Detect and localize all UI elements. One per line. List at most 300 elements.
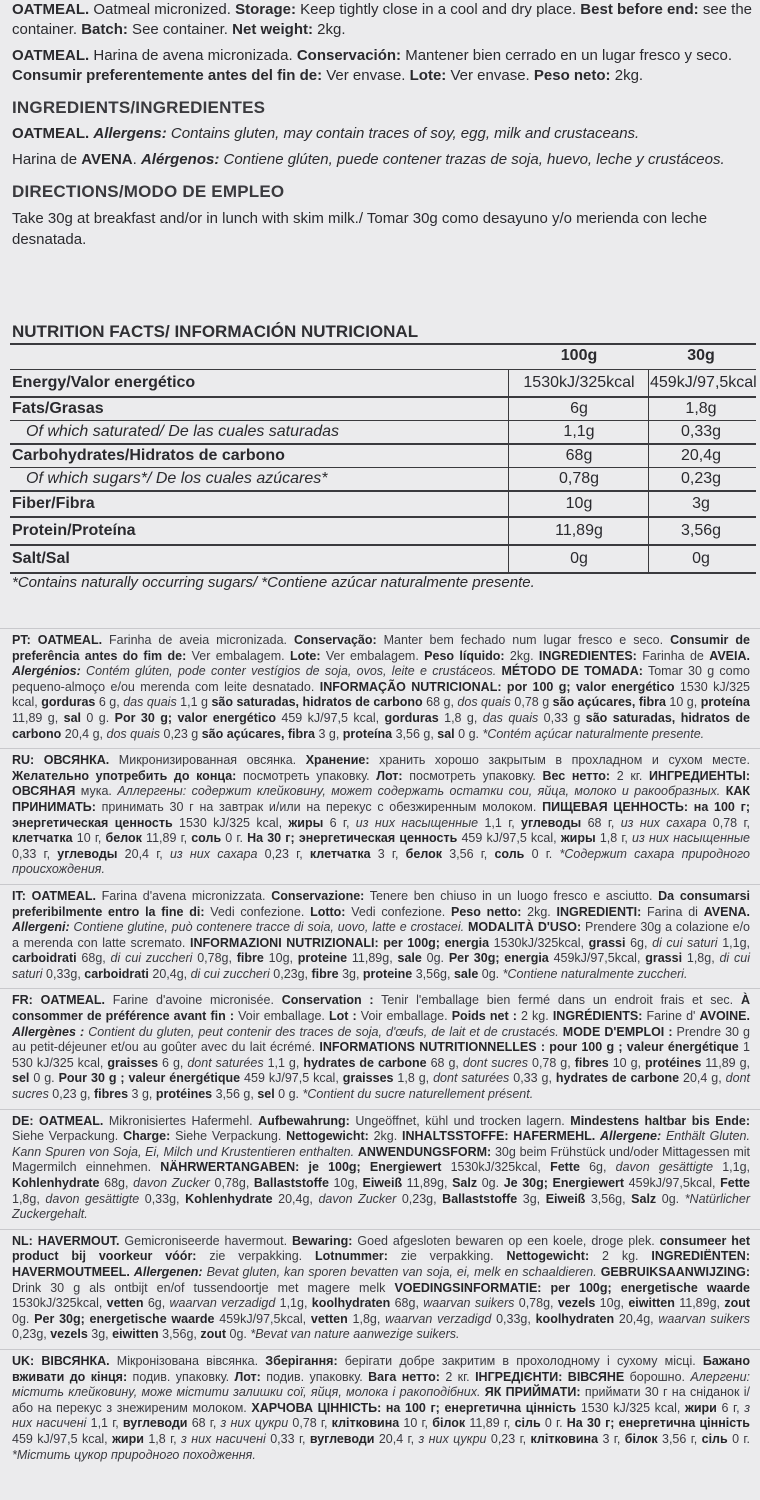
text-segment: 20,4g, [272, 1191, 319, 1206]
text-segment: sel [12, 1071, 30, 1086]
text-segment: Ver embalagem. [186, 648, 290, 663]
text-segment: 11,89 g, [12, 710, 64, 725]
text-segment: з них цукри [220, 1416, 289, 1431]
text-segment: ЯК ПРИЙМАТИ: [484, 1385, 581, 1400]
text-segment: ПИЩЕВАЯ ЦЕННОСТЬ: на 100 г; энергетическая ценность [12, 799, 750, 830]
text-segment: Eiweiß [362, 1176, 403, 1190]
text-segment: 459kJ/97,5kcal, [624, 1176, 721, 1190]
text-segment: 6 g, [95, 695, 124, 710]
nutrition-title: NUTRITION FACTS/ INFORMACIÓN NUTRICIONAL [12, 322, 419, 341]
text-segment: 0 g. [274, 1087, 303, 1102]
text-segment: Manter bem fechado num lugar fresco e seco. [376, 633, 671, 647]
text-segment: з них насичені [12, 1400, 750, 1431]
text-segment: eiwitten [112, 1327, 159, 1342]
text-segment: 1,8g, [347, 1311, 386, 1326]
text-segment: 0 г. [727, 1431, 750, 1446]
column-divider [648, 518, 649, 544]
lang-block-de [0, 1109, 760, 1229]
text-segment: waarvan suikers [658, 1311, 751, 1326]
text-segment: dos quais [106, 726, 161, 741]
text-segment: 68g, [76, 951, 111, 966]
text-segment: борошно. [624, 1369, 691, 1384]
text-segment: 30g beim Frühstück und/oder Mittagessen mit Magermilch einnehmen. [12, 1144, 750, 1175]
text-segment: мука. [75, 784, 118, 799]
text-segment: Farine d' [642, 1009, 700, 1024]
text-segment: Prendere 30g a colazione e/o a merenda con latte scremato. [12, 920, 750, 950]
text-segment: 2kg. [610, 67, 644, 84]
text-segment: gorduras [384, 710, 439, 725]
text-segment: 0,78 g [510, 695, 553, 710]
text-segment: Lote: [409, 67, 447, 84]
text-segment: 11,89 г, [141, 831, 192, 846]
text-segment: NL: HAVERMOUT. [12, 1233, 120, 1248]
text-segment: 1,8 г, [595, 831, 633, 846]
lang-block-it [0, 884, 760, 989]
text-segment: 0 г. [540, 1416, 567, 1431]
text-segment: Por 30 g; valor energético [114, 710, 276, 725]
text-segment: жиры [560, 831, 596, 846]
text-segment: Net weight: [232, 21, 313, 38]
text-segment: vetten [310, 1311, 348, 1326]
text-segment: AVEIA. [709, 648, 750, 663]
text-segment: Lotto: [310, 904, 346, 919]
col-100g-header: 100g [560, 347, 598, 364]
text-segment: 0 g. [454, 726, 483, 741]
value-100g: 0,78g [558, 470, 600, 487]
text-segment: 6g, [579, 1160, 616, 1175]
column-divider [508, 445, 509, 467]
text-segment: Siehe Verpackung. [12, 1129, 124, 1144]
text-segment: 0,78 g, [528, 1055, 575, 1070]
text-segment: 11,89g, [674, 1296, 725, 1311]
text-segment: Keep tightly close in a cool and dry place. [295, 1, 581, 18]
text-segment: 3g, [338, 966, 363, 981]
text-segment: 6g, [625, 935, 653, 950]
text-segment: Mikronisiertes Hafermehl. [103, 1113, 259, 1128]
lang-block-ru [0, 748, 760, 884]
text-segment: Farina di [641, 904, 704, 919]
text-segment: NÄHRWERTANGABEN: je 100g; Energiewert [160, 1160, 442, 1175]
text-segment: *Contiene naturalmente zuccheri. [502, 966, 688, 981]
text-segment: Aufbewahrung: [258, 1113, 350, 1128]
text-segment: Da consumarsi preferibilmente entro la fine di: [12, 888, 750, 919]
text-segment: 0 г. [221, 831, 248, 846]
text-segment: 459kJ/97,5kcal, [214, 1311, 311, 1326]
text-segment: Goed afgesloten bewaren op een koele, droge plek. [352, 1233, 660, 1248]
text-segment: 0,33g, [42, 966, 85, 981]
text-segment: принимать 30 г на завтрак и/или на перекус с обезжиренным молоком. [95, 799, 543, 814]
text-segment: 3,56 g, [212, 1087, 258, 1102]
text-segment: 68 g, [422, 695, 458, 710]
ingredients-en [12, 124, 756, 144]
text-segment: Allergens: [93, 125, 167, 142]
text-segment: 1,1 g, [263, 1055, 304, 1070]
text-segment: Harina de avena micronizada. [89, 47, 297, 64]
nutrient-label: Energy/Valor energético [12, 374, 196, 391]
nutrition-row [10, 370, 756, 398]
nutrient-label: Fats/Grasas [12, 400, 104, 417]
text-segment: 3g, [87, 1327, 113, 1342]
text-segment: подив. упаковку. [260, 1369, 369, 1384]
text-segment: Fette [550, 1160, 580, 1175]
text-segment: Tenere ben chiuso in un luogo fresco e asciutto. [364, 888, 659, 903]
text-segment: хранить хорошо закрытым в прохладном и сухом месте. [369, 753, 750, 768]
text-segment: Conservação: [293, 633, 377, 647]
text-segment: dont saturées [187, 1055, 264, 1070]
text-segment: 10g, [595, 1296, 629, 1311]
text-segment: 6 г, [323, 815, 356, 830]
text-segment: 0g. [478, 966, 503, 981]
text-segment: 1 530 kJ/325 kcal, [12, 1040, 750, 1070]
text-segment: Allergene: [600, 1129, 662, 1144]
text-segment: fibre [311, 966, 339, 981]
text-segment: fibre [236, 951, 264, 966]
text-segment: Вага нетто: [368, 1369, 440, 1384]
text-segment: proteína [700, 695, 750, 710]
text-segment: INFORMAÇÃO NUTRICIONAL: por 100 g; valor energético [319, 679, 675, 694]
text-segment: 3 г, [598, 1431, 625, 1446]
text-segment: 0,23g, [396, 1191, 443, 1206]
text-segment: zout [724, 1296, 751, 1311]
value-100g: 11,89g [555, 522, 603, 539]
text-segment: На 30 г; энергетическая ценность [247, 831, 458, 846]
nutrition-row [10, 398, 756, 421]
text-segment: Vedi confezione. [345, 904, 452, 919]
text-segment: são saturadas, hidratos de carbono [211, 695, 423, 710]
nutrition-row [10, 445, 756, 468]
text-segment: 0,78g, [514, 1296, 558, 1311]
text-segment: sale [453, 966, 479, 981]
text-segment: 2kg. [521, 904, 557, 919]
text-segment: vezels [50, 1327, 88, 1342]
column-divider [508, 518, 509, 544]
text-segment: 459 kJ/97,5 kcal, [12, 1431, 113, 1446]
text-segment: 0,23 г, [486, 1431, 531, 1446]
text-segment: Вес нетто: [542, 768, 611, 783]
text-segment: 20,4 г, [117, 846, 170, 861]
column-divider [648, 445, 649, 467]
text-segment: Farina d'avena micronizzata. [95, 888, 272, 903]
text-segment: Аллергены: содержит клейковину, может содержать остатки сои, яйца, молоко и ракообразных. [117, 784, 721, 799]
text-segment: di cui saturi [652, 935, 718, 950]
text-segment: клітковина [331, 1416, 400, 1431]
text-segment: 6 г, [716, 1400, 745, 1415]
ingredients-heading: INGREDIENTS/INGREDIENTES [12, 98, 266, 117]
text-segment: На 30 г; енергетична цінність [566, 1416, 750, 1431]
text-segment: 459 kJ/97,5 kcal, [275, 710, 385, 725]
value-100g: 68g [565, 447, 593, 464]
text-segment: *Natürlicher Zuckergehalt. [12, 1191, 750, 1222]
column-divider [508, 398, 509, 420]
text-segment: соль [494, 846, 525, 861]
nutrient-label: Carbohydrates/Hidratos de carbono [12, 447, 285, 464]
text-segment: Conservación: [296, 47, 402, 64]
text-segment: grassi [588, 935, 626, 950]
text-segment: 1,1g, [713, 1160, 750, 1175]
text-segment: 2 kg. [589, 1249, 652, 1264]
text-segment: Ver embalagem. [320, 648, 425, 663]
text-segment: 1,1g, [717, 935, 750, 950]
text-segment: 1530kJ/325kcal, [489, 935, 589, 950]
text-segment: INGREDIENTI: [556, 904, 642, 919]
text-segment: 2 кг. [610, 768, 649, 783]
column-divider [648, 398, 649, 420]
text-segment: подив. упаковку. [127, 1369, 235, 1384]
text-segment: fibres [574, 1055, 609, 1070]
text-segment: вуглеводи [309, 1431, 375, 1446]
text-segment: 3,56 g, [392, 726, 438, 741]
text-segment: из них насыщенные [632, 831, 750, 846]
text-segment: посмотреть упаковку. [402, 768, 543, 783]
text-segment: 0 g. [81, 710, 115, 725]
text-segment: OATMEAL. [12, 47, 90, 64]
text-segment: жири [685, 1400, 717, 1415]
text-segment: sal [437, 726, 455, 741]
text-segment: Conservazione: [271, 888, 365, 903]
text-segment: 459 kJ/97,5 kcal, [457, 831, 561, 846]
text-segment: Лот: [376, 768, 403, 783]
text-segment: Alergénios: [12, 664, 81, 679]
text-segment: davon gesättigte [45, 1191, 140, 1206]
text-segment: são açúcares, fibra [552, 695, 666, 710]
text-segment: proteine [362, 966, 413, 981]
text-segment: Mantener bien cerrado en un lugar fresco y seco. [401, 47, 733, 64]
value-100g: 1,1g [563, 423, 595, 440]
text-segment: UK: ВІВСЯНКА. [12, 1353, 110, 1368]
text-segment: 3,56 г, [441, 846, 495, 861]
text-segment: Peso neto: [533, 67, 611, 84]
text-segment: 0,23g, [12, 1327, 51, 1342]
text-segment: 68 g, [426, 1055, 463, 1070]
text-segment: 459kJ/97,5kcal, [548, 951, 646, 966]
text-segment: 0,78g, [209, 1176, 254, 1190]
text-segment: Consumir preferentemente antes del fin de: [12, 67, 323, 84]
text-segment: koolhydraten [535, 1311, 615, 1326]
text-segment: з них цукри [418, 1431, 487, 1446]
text-segment: Contiene glúten, puede contener trazas de soja, huevo, leche y crustáceos. [219, 151, 725, 168]
text-segment: sal [63, 710, 82, 725]
text-segment: Мікронізована вівсянка. [109, 1353, 266, 1368]
text-segment: GEBRUIKSAANWIJZING: [600, 1264, 750, 1279]
text-segment: 68 г, [187, 1416, 221, 1431]
text-segment: 2kg. [504, 648, 539, 663]
nutrient-label: Salt/Sal [12, 550, 70, 567]
text-segment: Charge: [123, 1129, 171, 1144]
text-segment: dont sucres [12, 1071, 751, 1102]
text-segment: білок [624, 1431, 658, 1446]
text-segment: Contient du gluten, peut contenir des traces de soja, d'œufs, de lait et de crustacés. [84, 1024, 563, 1039]
text-segment: hydrates de carbone [555, 1071, 680, 1086]
text-segment: INGREDIENTES: [538, 648, 637, 663]
text-segment: vetten [106, 1296, 144, 1311]
text-segment: 68g, [390, 1296, 424, 1311]
text-segment: клетчатка [12, 831, 73, 846]
text-segment: ANWENDUNGSFORM: [357, 1144, 492, 1159]
text-segment: 3 g, [128, 1087, 156, 1102]
text-segment: AVOINE. [699, 1009, 750, 1024]
column-divider [648, 492, 649, 516]
text-segment: protéines [155, 1087, 213, 1102]
text-segment: 20,4 г, [374, 1431, 419, 1446]
text-segment: 10g, [328, 1176, 363, 1190]
text-segment: davon Zucker [133, 1176, 210, 1190]
text-segment: DE: OATMEAL. [12, 1113, 104, 1128]
text-segment: eiwitten [628, 1296, 675, 1311]
text-segment: 0,33 г, [265, 1431, 310, 1446]
text-segment: берігати добре закритим в прохолодному і сухому місці. [337, 1353, 703, 1368]
text-segment: hydrates de carbone [303, 1055, 427, 1070]
text-segment: RU: ОВСЯНКА. [12, 753, 110, 768]
text-segment: белок [105, 831, 142, 846]
text-segment: Prendre 30 g au petit-déjeuner et/ou au goûter avec du lait écrémé. [12, 1024, 750, 1055]
text-segment: protéines [645, 1055, 702, 1070]
column-divider [508, 546, 509, 572]
text-segment: клетчатка [309, 846, 371, 861]
text-segment: carboidrati [84, 966, 149, 981]
text-segment: dos quais [457, 695, 511, 710]
text-segment: waarvan suikers [423, 1296, 515, 1311]
value-30g: 0g [692, 550, 710, 567]
text-segment: 68 г, [581, 815, 621, 830]
text-segment: sale [397, 951, 422, 966]
text-segment: 0 g. [29, 1071, 59, 1086]
text-segment: Хранение: [305, 753, 370, 768]
text-segment: 68g, [99, 1176, 134, 1190]
text-segment: Tenir l'emballage bien fermé dans un endroit frais et sec. [373, 993, 741, 1008]
text-segment: Kohlenhydrate [12, 1176, 100, 1190]
text-segment: grassi [645, 951, 683, 966]
text-segment: MÉTODO DE TOMADA: [501, 664, 643, 679]
text-segment: Je 30g; Energiewert [503, 1176, 625, 1190]
text-segment: Oatmeal micronized. [89, 1, 236, 18]
text-segment: 1,1 г, [478, 815, 522, 830]
text-segment: 0,33g, [139, 1191, 186, 1206]
text-segment: Batch: [81, 21, 128, 38]
nutrition-row [10, 492, 756, 518]
text-segment: . [132, 151, 141, 168]
value-100g: 6g [570, 400, 588, 417]
text-segment: 10 g, [665, 695, 701, 710]
text-segment: Ballaststoffe [253, 1176, 329, 1190]
text-segment: 0,23 g, [48, 1087, 95, 1102]
text-segment: 6g, [143, 1296, 170, 1311]
text-segment: Contém glúten, pode conter vestígios de soja, ovos, leite e crustáceos. [80, 664, 502, 679]
text-segment: Allergenen: [133, 1264, 203, 1279]
text-segment: Drink 30 g als ontbijt en/of tussendoortje met magere melk [12, 1280, 395, 1295]
text-segment: 1,8 g, [393, 1071, 434, 1086]
nutrition-header-row [10, 345, 756, 370]
text-segment: VOEDINGSINFORMATIE: per 100g; energetische waarde [394, 1280, 750, 1295]
text-segment: из них насыщенные [355, 815, 479, 830]
text-segment: вуглеводи [122, 1416, 188, 1431]
text-segment: Peso líquido: [424, 648, 505, 663]
text-segment: 11,89g, [347, 951, 398, 966]
text-segment: graisses [107, 1055, 159, 1070]
multilingual-section [0, 628, 760, 1469]
value-30g: 0,33g [680, 423, 722, 440]
text-segment: жиры [288, 815, 324, 830]
text-segment: Nettogewicht: [286, 1129, 369, 1144]
text-segment: *Contient du sucre naturellement présent. [302, 1087, 534, 1102]
lang-block-pt [0, 628, 760, 748]
text-segment: посмотреть упаковку. [236, 768, 377, 783]
text-segment: 0,33 г, [12, 846, 58, 861]
text-segment: IT: OATMEAL. [12, 888, 96, 903]
text-segment: білок [432, 1416, 466, 1431]
column-divider [648, 546, 649, 572]
text-segment: 1530kJ/325kcal, [441, 1160, 551, 1175]
text-segment: 0,33g, [491, 1311, 536, 1326]
text-segment: waarvan verzadigd [169, 1296, 276, 1311]
text-segment: Contains gluten, may contain traces of soy, egg, milk and crustaceans. [166, 125, 640, 142]
text-segment: Лот: [234, 1369, 261, 1384]
text-segment: белок [405, 846, 442, 861]
text-segment: Eiweiß [545, 1191, 586, 1206]
text-segment: koolhydraten [311, 1296, 391, 1311]
text-segment: 459 kJ/97,5 kcal, [240, 1071, 343, 1086]
text-segment: zie verpakking. [387, 1249, 507, 1264]
text-segment: 0g. [477, 1176, 504, 1190]
text-segment: 3,56g, [585, 1191, 632, 1206]
text-segment: gorduras [41, 695, 96, 710]
text-segment: 1530 kJ/325 kcal, [576, 1400, 685, 1415]
text-segment: Lot : [329, 1009, 357, 1024]
text-segment: Peso netto: [451, 904, 522, 919]
text-segment: Ungeöffnet, kühl und trocken lagern. [349, 1113, 571, 1128]
text-segment: Mindestens haltbar bis Ende: [570, 1113, 751, 1128]
text-segment: 2kg. [368, 1129, 403, 1144]
directions-heading: DIRECTIONS/MODO DE EMPLEO [12, 182, 285, 201]
text-segment: 10g, [263, 951, 298, 966]
text-segment: PT: OATMEAL. [12, 633, 103, 647]
text-segment: 6 g, [158, 1055, 188, 1070]
text-segment: see the container. [12, 1, 753, 38]
text-segment: sel [257, 1087, 275, 1102]
text-segment: zie verpakking. [196, 1249, 316, 1264]
text-segment: zout [200, 1327, 227, 1342]
value-30g: 459kJ/97,5kcal [650, 374, 757, 391]
column-divider [648, 421, 649, 443]
text-segment: dont saturées [433, 1071, 510, 1086]
text-segment: 3,56 г, [657, 1431, 702, 1446]
text-segment: Alérgenos: [140, 151, 220, 168]
top-section [12, 0, 756, 250]
storage-en [12, 0, 756, 40]
text-segment: MODE D'EMPLOI : [562, 1024, 673, 1039]
text-segment: Voir emballage. [356, 1009, 452, 1024]
text-segment: Allergeni: [12, 920, 70, 935]
text-segment: 2 кг. [439, 1369, 476, 1384]
text-segment: Salz [452, 1176, 478, 1190]
text-segment: Per 30g; energetische waarde [34, 1311, 215, 1326]
text-segment: Storage: [235, 1, 296, 18]
text-segment: são saturadas, hidratos de carbono [12, 710, 751, 741]
column-divider [508, 468, 509, 490]
column-divider [648, 468, 649, 490]
text-segment: INGREDIËNTEN: HAVERMOUTMEEL. [12, 1249, 750, 1279]
text-segment: 20,4g, [614, 1311, 659, 1326]
text-segment: Per 30g; energia [448, 951, 549, 966]
text-segment: AVENA [81, 151, 133, 168]
value-30g: 20,4g [680, 447, 722, 464]
text-segment: proteína [342, 726, 393, 741]
text-segment: proteine [297, 951, 348, 966]
text-segment: 2kg. [312, 21, 346, 38]
text-segment: di cui zuccheri [110, 951, 193, 966]
text-segment: Kohlenhydrate [185, 1191, 273, 1206]
nutrition-row [10, 468, 756, 492]
text-segment: углеводы [521, 815, 582, 830]
